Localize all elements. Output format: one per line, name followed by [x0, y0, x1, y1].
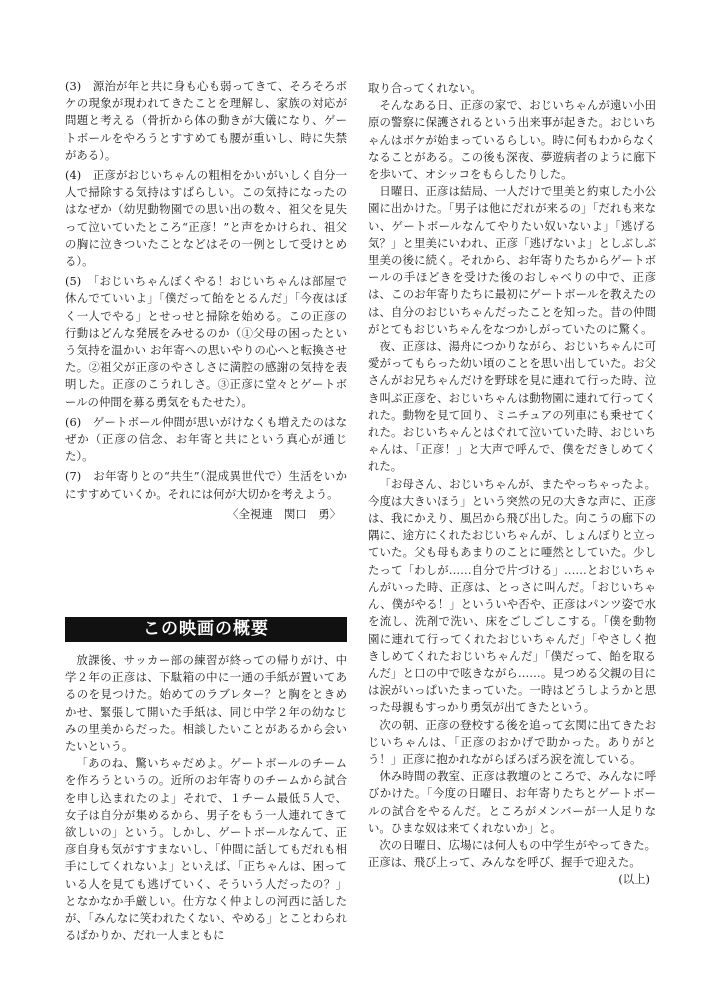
discussion-item: (7) お年寄りとの“共生”（混成異世代で）生活をいかにすすめていくか。それには何が大切かを考えよう。 — [65, 469, 347, 501]
synopsis-paragraph: 次の朝、正彦の登校する後を追って玄関に出てきたおじいちゃんは、「正彦のおかげで助かった。ありがとう！」正彦に抱かれながらぽろぽろ涙を流している。 — [368, 717, 656, 766]
synopsis-paragraph: 取り合ってくれない。 — [368, 81, 482, 95]
end-mark: (以上) — [618, 872, 650, 887]
discussion-item: (6) ゲートボール仲間が思いがけなくも増えたのはなぜか（正彦の信念、お年寄と共にという真心が通じた）。 — [65, 414, 347, 464]
discussion-item: (4) 正彦がおじいちゃんの粗相をかいがいしく自分一人で掃除する気持はすばらしい。この気持になったのはなぜか（幼児動物園での思い出の数々、祖父を見失って泣いていたところ“正彦！”と声をかけられ、祖父の胸に泣きついたことなどはその一例として受けとめる）。 — [65, 168, 347, 269]
discussion-item: (3) 源治が年と共に身も心も弱ってきて、そろそろボケの現象が現われてきたことを理解し、家族の対応が問題と考える（骨折から体の動きが大儀になり、ゲートボールをやろうとすすめても腰が重いし、時に失禁がある）。 — [65, 79, 347, 162]
synopsis-paragraph: 「あのね、驚いちゃだめよ。ゲートボールのチームを作ろうというの。近所のお年寄りのチームから試合を申し込まれたのよ」それで、１チーム最低５人で、女子は自分が集めるから、男子をもう一人連れてきて欲しいの」という。しかし、ゲートボールなんて、正彦自身も気がすすまないし、「仲間に話してもだれも相手にしてくれないよ」といえば、「正ちゃんは、困っている人を見ても逃げていく、そういう人だったの？」となかなか手厳しい。仕方なく仲よしの河西に話したが、「みんなに笑われたくない、やめる」とことわられるばかりか、だれ一人まともに — [65, 756, 347, 943]
author-credit: 〈全視連 関口 勇〉 — [227, 506, 341, 521]
synopsis-paragraph: 放課後、サッカー部の練習が終っての帰りがけ、中学２年の正彦は、下駄箱の中に一通の手紙が置いてあるのを見つけた。始めてのラブレター？と胸をときめかせ、緊張して開いた手紙は、同じ中学２年の幼なじみの里美からだった。相談したいことがあるから会いたいという。 — [65, 653, 347, 754]
discussion-item: (5) 「おじいちゃんぼくやる！おじいちゃんは部屋で休んでていいよ」「僕だって飴をとるんだ」「今夜はぼく一人でやる」とせっせと掃除を始める。この正彦の行動はどんな発展をみせるのか（①父母の困ったという気持を温かい お年寄への思いやりの心へと転換させた。②祖父が正彦のやさしさに満腔の感謝の気持を表明した。正彦のこうれしさ。③正彦に堂々とゲートボールの仲間を募る勇気をもたせた）。 — [65, 274, 347, 409]
synopsis-paragraph: 次の日曜日、広場には何人もの中学生がやってきた。正彦は、飛び上って、みんなを呼び、握手で迎えた。 — [368, 837, 656, 870]
synopsis-left — [65, 652, 347, 944]
discussion-points-column — [65, 78, 347, 523]
section-heading: この映画の概要 — [65, 617, 347, 642]
synopsis-paragraph: そんなある日、正彦の家で、おじいちゃんが遠い小田原の警察に保護されるという出来事が起きた。おじいちゃんはボケが始まっているらしい。時に何もわからなくなることがある。この後も深夜、夢遊病者のように廊下を歩いて、オシッコをもらしたりした。 — [368, 98, 656, 182]
synopsis-paragraph: 夜、正彦は、湯舟につかりながら、おじいちゃんに可愛がってもらった幼い頃のことを思い出していた。お父さんがお兄ちゃんだけを野球を見に連れて行った時、泣き叫ぶ正彦を、おじいちゃんは動物園に連れて行ってくれた。動物を見て回り、ミニチュアの列車にも乗せてくれた。おじいちゃんとはぐれて泣いていた時、おじいちゃんは、「正彦！」と大声で呼んで、僕をだきしめてくれた。 — [368, 339, 656, 474]
synopsis-paragraph: 「お母さん、おじいちゃんが、またやっちゃったよ。今度は大きいほう」という突然の兄の大きな声に、正彦は、我にかえり、風呂から飛び出した。向こうの廊下の隅に、途方にくれたおじいちゃんが、しょんぼりと立っていた。父も母もあまりのことに唖然としていた。少したって「わしが……自分で片づける」……とおじいちゃんがいった時、正彦は、とっさに叫んだ。「おじいちゃん、僕がやる！」といういや否や、正彦はパンツ姿で水を流し、洗剤で洗い、床をごしごしこする。「僕を動物園に連れて行ってくれたおじいちゃんだ」「やさしく抱きしめてくれたおじいちゃんだ」「僕だって、飴を取るんだ」と口の中で呟きながら……。見つめる父親の目には涙がいっぱいたまっていた。一時はどうしようかと思った母親もすっかり勇気が出てきたという。 — [368, 476, 656, 715]
synopsis-right-column — [368, 80, 656, 889]
synopsis-paragraph: 日曜日、正彦は結局、一人だけで里美と約束した小公園に出かけた。「男子は他にだれが来るの」「だれも来ない、ゲートボールなんてやりたい奴いないよ」「逃げる気？」と里美にいわれ、正彦「逃げないよ」としぶしぶ里美の後に続く。それから、お年寄りたちからゲートボールの手ほどきを受けた後のおしゃべりの中で、正彦は、このお年寄りたちに最初にゲートボールを教えたのは、自分のおじいちゃんだったことを知った。昔の仲間がとてもおじいちゃんをなつかしがっていたのに驚く。 — [368, 184, 656, 336]
synopsis-paragraph: 休み時間の教室、正彦は教壇のところで、みんなに呼びかけた。「今度の日曜日、お年寄りたちとゲートボールの試合をやるんだ。ところがメンバーが一人足りない。ひまな奴は来てくれないか」と。 — [368, 769, 656, 835]
